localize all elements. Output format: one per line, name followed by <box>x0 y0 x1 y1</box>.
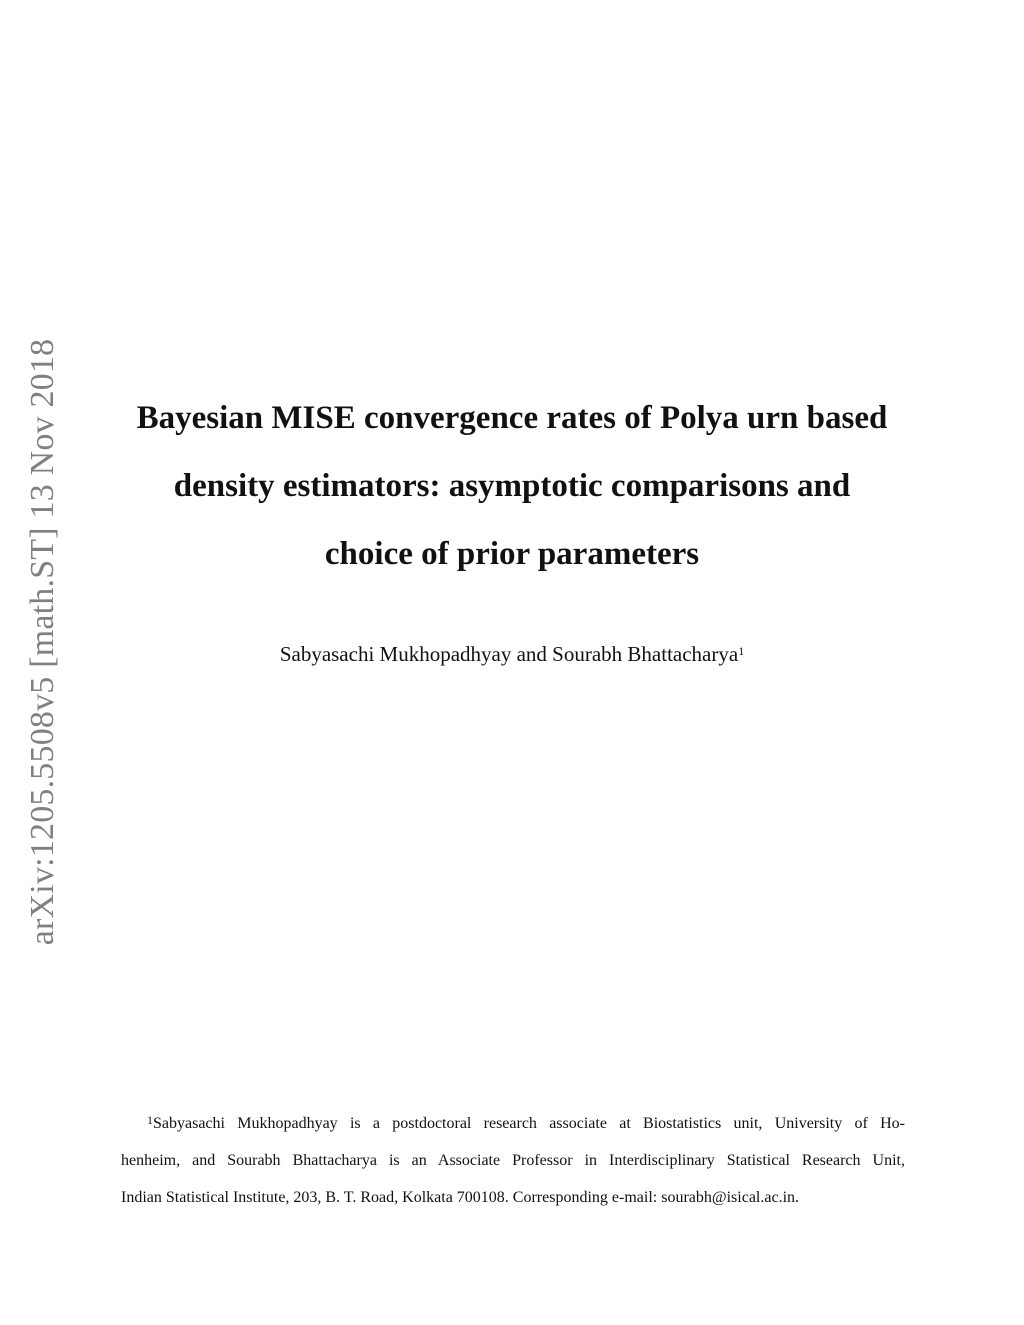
footnote-line-1 <box>121 1105 905 1142</box>
arxiv-identifier-stamp: arXiv:1205.5508v5 [math.ST] 13 Nov 2018 <box>24 338 61 946</box>
footnote-line-3: Indian Statistical Institute, 203, B. T. Road, Kolkata 700108. Corresponding e-mail: sourabh@isical.ac.in. <box>121 1189 800 1206</box>
author-list <box>100 640 924 668</box>
footnote-text-1: Sabyasachi Mukhopadhyay is a postdoctoral research associate at Biostatistics unit, University of Ho- <box>153 1115 905 1132</box>
author-footnote-mark: 1 <box>738 644 745 658</box>
affiliation-footnote <box>121 1105 905 1216</box>
paper-title <box>100 384 924 588</box>
title-line-1: Bayesian MISE convergence rates of Polya urn based <box>136 400 888 436</box>
footnote-mark: 1 <box>147 1113 153 1127</box>
title-line-2: density estimators: asymptotic comparisons and <box>173 468 851 504</box>
footnote-line-2: henheim, and Sourabh Bhattacharya is an Associate Professor in Interdisciplinary Statistical Research Unit, <box>121 1152 905 1169</box>
title-line-3: choice of prior parameters <box>324 536 700 572</box>
author-names: Sabyasachi Mukhopadhyay and Sourabh Bhattacharya <box>279 642 739 666</box>
